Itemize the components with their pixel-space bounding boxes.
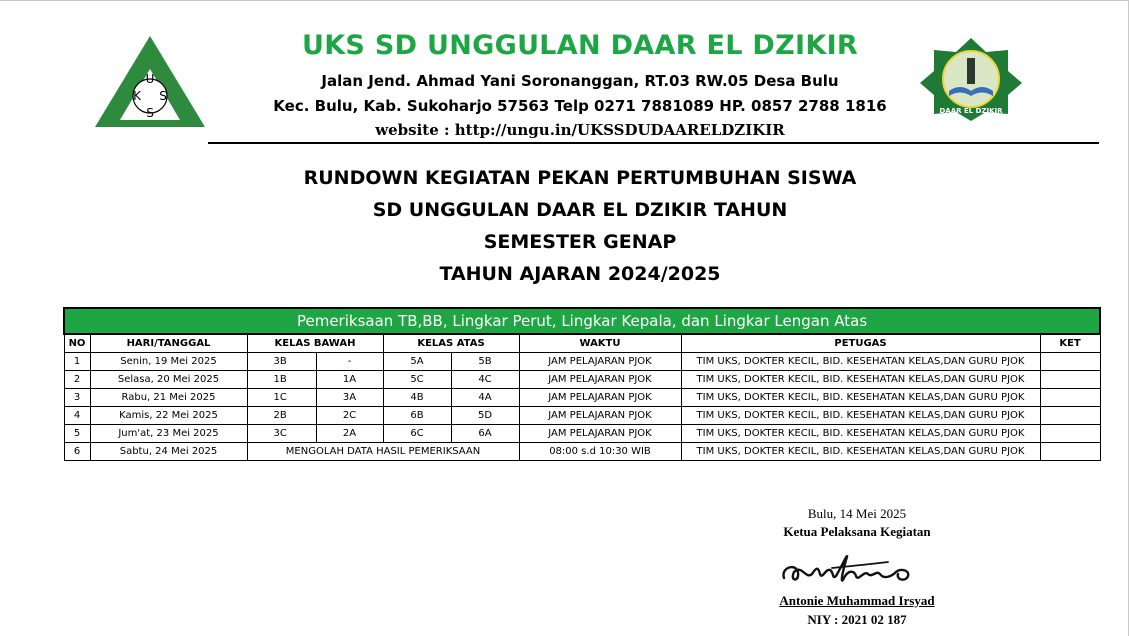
row-upper-class-b: 4C	[451, 371, 519, 389]
row-note	[1040, 371, 1100, 389]
document-title-line-4: TAHUN AJARAN 2024/2025	[439, 263, 721, 285]
table-row	[64, 353, 1100, 371]
row-lower-class-a: 2B	[247, 407, 316, 425]
header-upper-class: KELAS ATAS	[383, 334, 519, 353]
row-date: Selasa, 20 Mei 2025	[90, 371, 247, 389]
table-row	[64, 425, 1100, 443]
document-title-line-3: SEMESTER GENAP	[483, 231, 677, 253]
table-row	[64, 371, 1100, 389]
row-no: 3	[64, 389, 90, 407]
row-lower-class-a: 3B	[247, 353, 316, 371]
row-date: Jum'at, 23 Mei 2025	[90, 425, 247, 443]
row-lower-class-b: -	[316, 353, 383, 371]
row-officer: TIM UKS, DOKTER KECIL, BID. KESEHATAN KELAS,DAN GURU PJOK	[681, 389, 1040, 407]
row-upper-class-a: 6B	[383, 407, 451, 425]
row-time: JAM PELAJARAN PJOK	[519, 371, 681, 389]
row-note	[1040, 407, 1100, 425]
row-no: 4	[64, 407, 90, 425]
row-officer: TIM UKS, DOKTER KECIL, BID. KESEHATAN KELAS,DAN GURU PJOK	[681, 353, 1040, 371]
school-name: UKS SD UNGGULAN DAAR EL DZIKIR	[301, 30, 859, 61]
row-activity: MENGOLAH DATA HASIL PEMERIKSAAN	[247, 443, 519, 461]
row-time: 08:00 s.d 10:30 WIB	[519, 443, 681, 461]
row-note	[1040, 389, 1100, 407]
signature-name: Antonie Muhammad Irsyad	[779, 593, 935, 608]
row-no: 6	[64, 443, 90, 461]
row-upper-class-a: 4B	[383, 389, 451, 407]
address-line-1: Jalan Jend. Ahmad Yani Soronanggan, RT.03 RW.05 Desa Bulu	[321, 72, 839, 90]
row-officer: TIM UKS, DOKTER KECIL, BID. KESEHATAN KELAS,DAN GURU PJOK	[681, 443, 1040, 461]
row-lower-class-a: 3C	[247, 425, 316, 443]
row-note	[1040, 443, 1100, 461]
row-upper-class-a: 6C	[383, 425, 451, 443]
signature-role: Ketua Pelaksana Kegiatan	[783, 524, 931, 539]
table-row	[64, 407, 1100, 425]
header-no: NO	[64, 334, 90, 353]
address-line-2: Kec. Bulu, Kab. Sukoharjo 57563 Telp 0271 7881089 HP. 0857 2788 1816	[273, 97, 887, 115]
row-time: JAM PELAJARAN PJOK	[519, 389, 681, 407]
row-no: 5	[64, 425, 90, 443]
row-lower-class-a: 1C	[247, 389, 316, 407]
row-upper-class-a: 5C	[383, 371, 451, 389]
uks-logo-icon	[92, 33, 208, 131]
row-date: Senin, 19 Mei 2025	[90, 353, 247, 371]
row-lower-class-b: 2C	[316, 407, 383, 425]
row-upper-class-a: 5A	[383, 353, 451, 371]
page-top-border	[0, 0, 1129, 1]
table-header-row	[64, 334, 1100, 353]
header-divider	[208, 142, 1099, 144]
row-date: Sabtu, 24 Mei 2025	[90, 443, 247, 461]
document-title-line-2: SD UNGGULAN DAAR EL DZIKIR TAHUN	[372, 199, 788, 221]
website-line: website : http://ungu.in/UKSSDUDAARELDZIKIR	[375, 121, 785, 139]
row-date: Rabu, 21 Mei 2025	[90, 389, 247, 407]
table-row	[64, 443, 1100, 461]
table-banner-row	[64, 308, 1100, 334]
row-no: 1	[64, 353, 90, 371]
table-banner: Pemeriksaan TB,BB, Lingkar Perut, Lingkar Kepala, dan Lingkar Lengan Atas	[64, 308, 1100, 334]
header-date: HARI/TANGGAL	[90, 334, 247, 353]
logo-letter-k: K	[133, 89, 141, 103]
row-lower-class-b: 2A	[316, 425, 383, 443]
logo-letter-u: U	[145, 72, 155, 86]
row-upper-class-b: 5B	[451, 353, 519, 371]
handwritten-signature-icon	[772, 540, 932, 595]
row-note	[1040, 353, 1100, 371]
row-date: Kamis, 22 Mei 2025	[90, 407, 247, 425]
row-upper-class-b: 6A	[451, 425, 519, 443]
header-officer: PETUGAS	[681, 334, 1040, 353]
document-title-line-1: RUNDOWN KEGIATAN PEKAN PERTUMBUHAN SISWA	[303, 167, 857, 189]
row-officer: TIM UKS, DOKTER KECIL, BID. KESEHATAN KELAS,DAN GURU PJOK	[681, 425, 1040, 443]
school-emblem-icon	[918, 36, 1024, 122]
table-row	[64, 389, 1100, 407]
school-emblem-label: DAAR EL DZIKIR	[939, 107, 1003, 115]
signature-place-date: Bulu, 14 Mei 2025	[807, 506, 907, 521]
row-upper-class-b: 5D	[451, 407, 519, 425]
row-lower-class-b: 1A	[316, 371, 383, 389]
row-lower-class-a: 1B	[247, 371, 316, 389]
header-time: WAKTU	[519, 334, 681, 353]
row-no: 2	[64, 371, 90, 389]
row-time: JAM PELAJARAN PJOK	[519, 407, 681, 425]
logo-letter-s-right: S	[159, 89, 167, 103]
row-upper-class-b: 4A	[451, 389, 519, 407]
header-note: KET	[1040, 334, 1100, 353]
row-time: JAM PELAJARAN PJOK	[519, 425, 681, 443]
row-officer: TIM UKS, DOKTER KECIL, BID. KESEHATAN KELAS,DAN GURU PJOK	[681, 407, 1040, 425]
row-note	[1040, 425, 1100, 443]
logo-letter-s-bottom: S	[146, 106, 154, 120]
row-lower-class-b: 3A	[316, 389, 383, 407]
header-lower-class: KELAS BAWAH	[247, 334, 383, 353]
schedule-table	[63, 307, 1101, 461]
signature-niy: NIY : 2021 02 187	[807, 612, 907, 627]
row-officer: TIM UKS, DOKTER KECIL, BID. KESEHATAN KELAS,DAN GURU PJOK	[681, 371, 1040, 389]
row-time: JAM PELAJARAN PJOK	[519, 353, 681, 371]
